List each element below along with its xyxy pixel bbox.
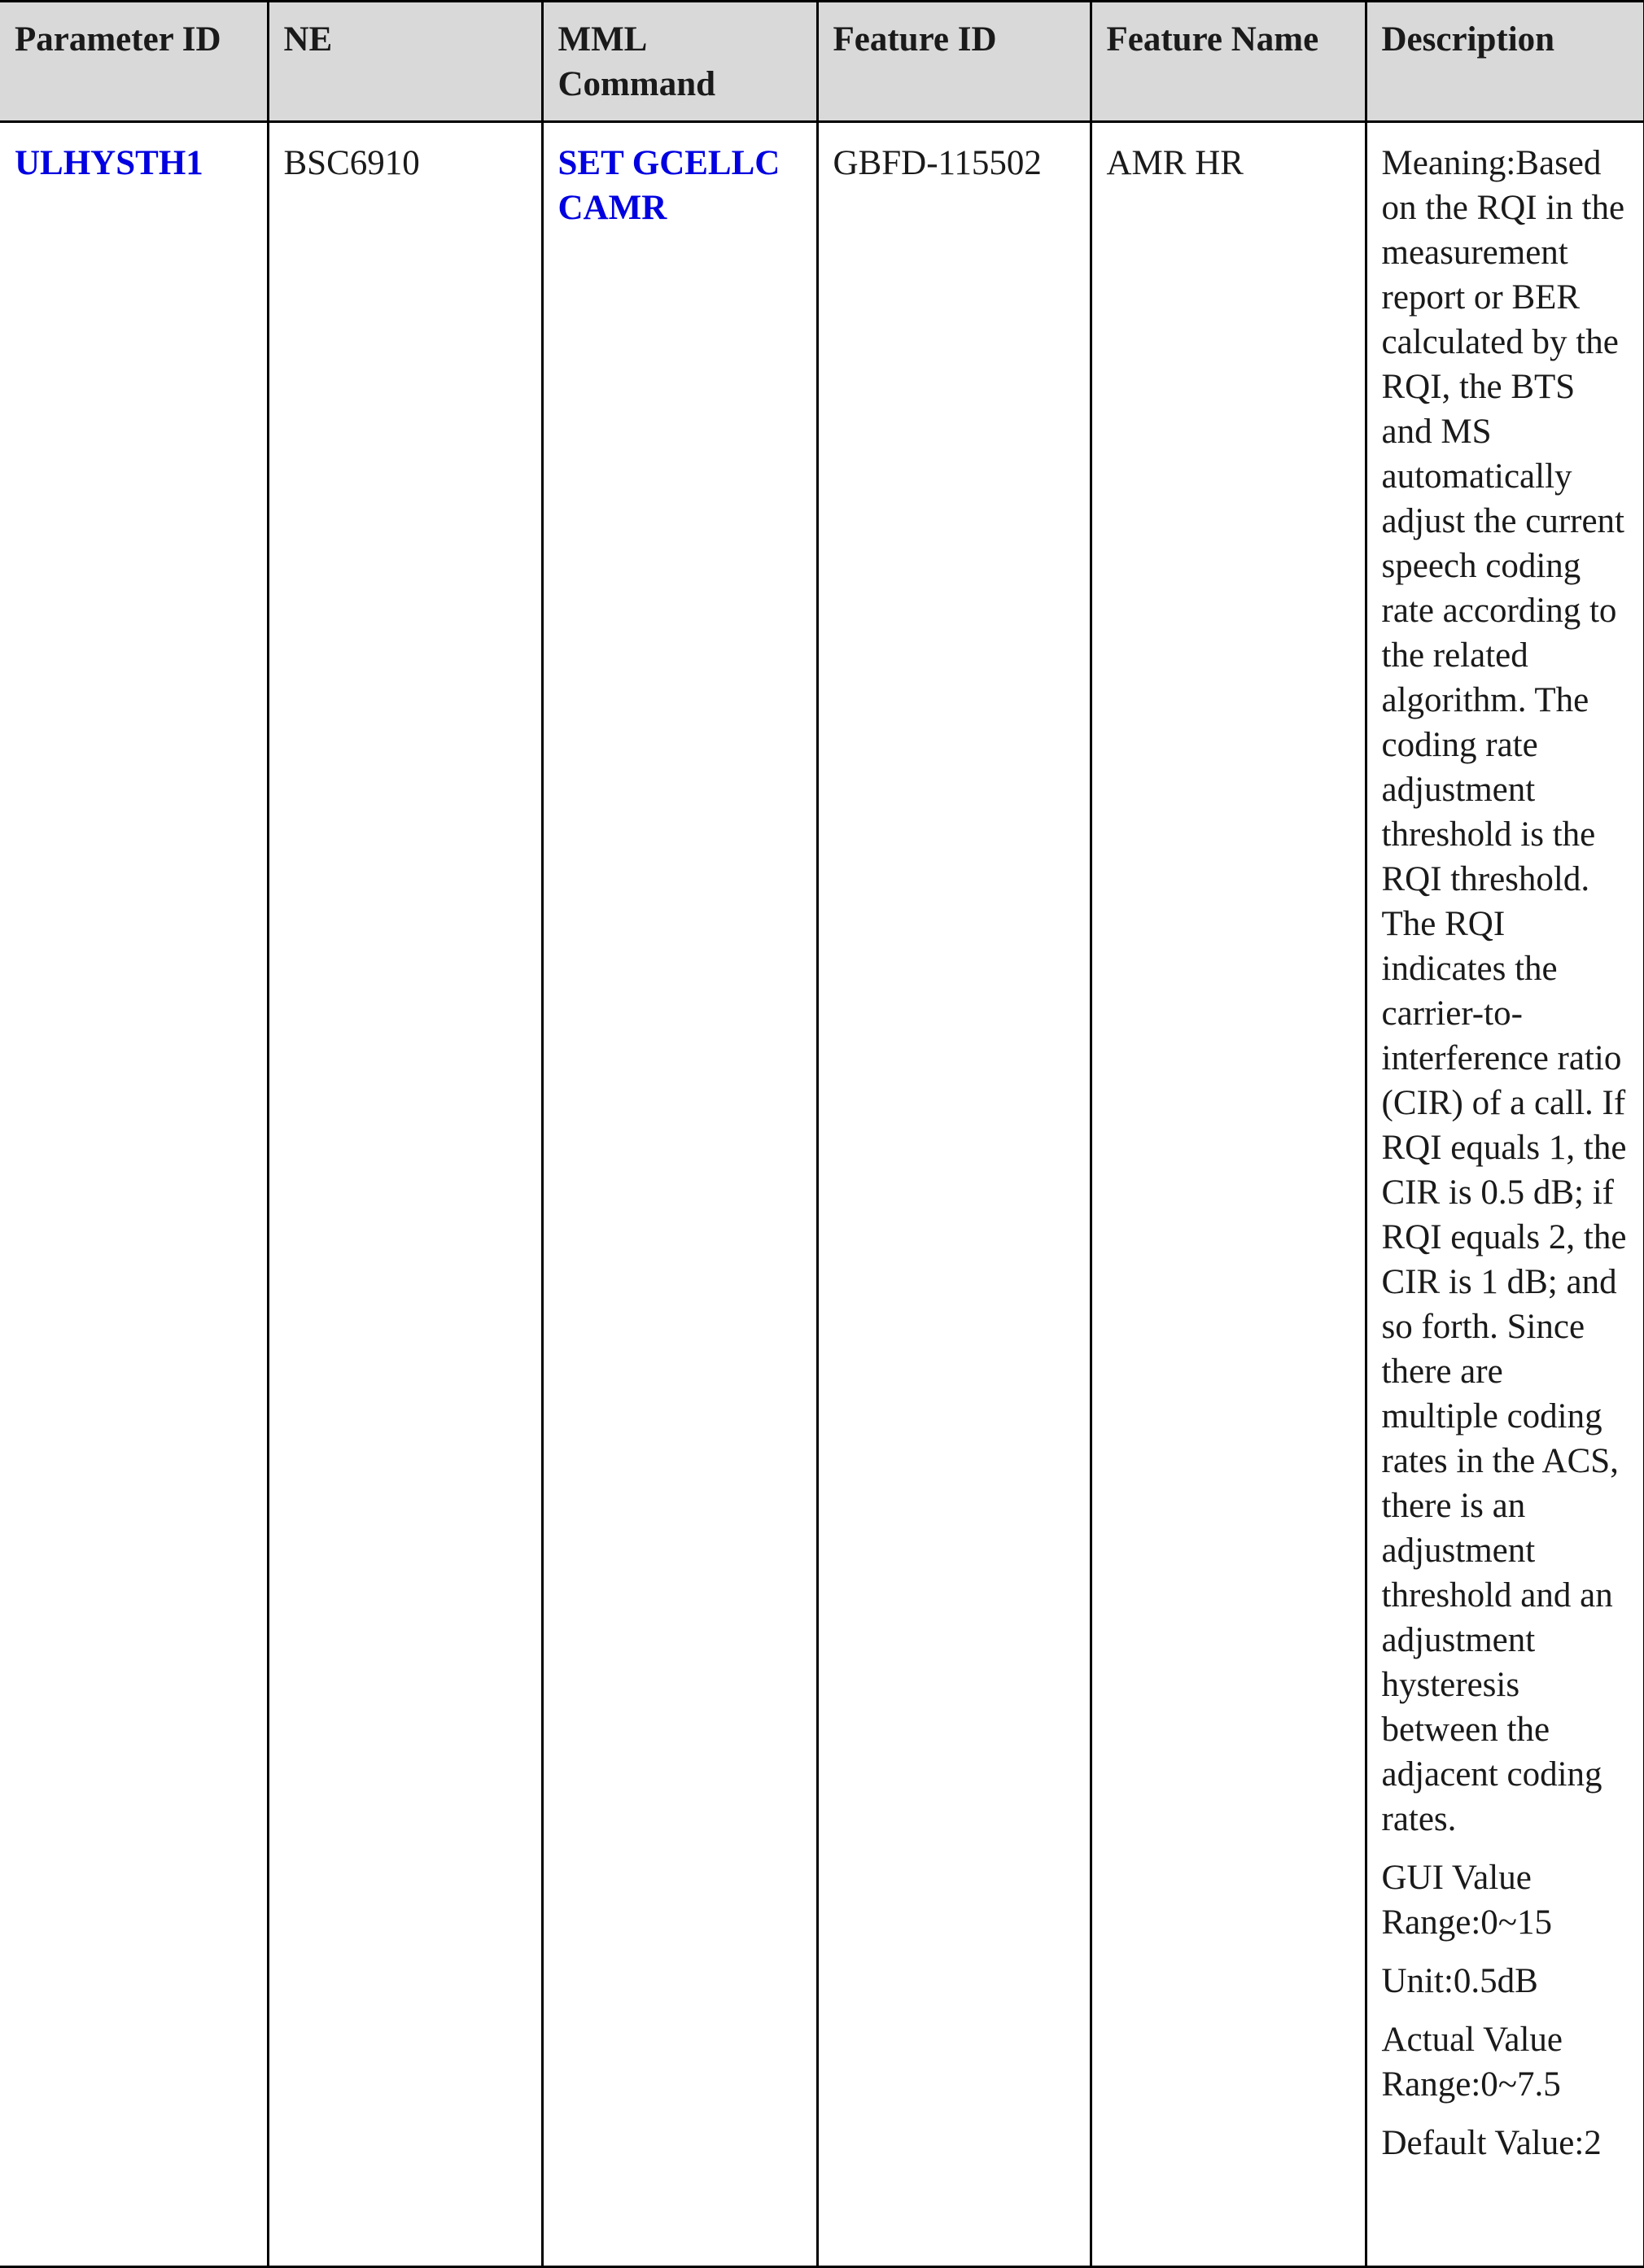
header-ne: NE bbox=[268, 2, 542, 122]
description-meaning: Meaning:Based on the RQI in the measurement report or BER calculated by the RQI, the BTS and MS automatically adjust the current speech coding rate according to the related algorithm. The coding rate adjustment threshold is the RQI threshold. The RQI indicates the carrier-to-interference ratio (CIR) of a call. If RQI equals 1, the CIR is 0.5 dB; if RQI equals 2, the CIR is 1 dB; and so forth. Since there are multiple coding rates in the ACS, there is an adjustment threshold and an adjustment hysteresis between the adjacent coding rates. bbox=[1381, 144, 1627, 1838]
header-parameter-id: Parameter ID bbox=[0, 2, 268, 122]
description-unit: Unit:0.5dB bbox=[1381, 1962, 1538, 2000]
cell-description bbox=[1366, 122, 1644, 2267]
header-feature-id: Feature ID bbox=[817, 2, 1091, 122]
cell-ne: BSC6910 bbox=[268, 122, 542, 2267]
parameter-id-link[interactable]: ULHYSTH1 bbox=[15, 144, 203, 182]
cell-feature-name: AMR HR bbox=[1091, 122, 1366, 2267]
header-description: Description bbox=[1366, 2, 1644, 122]
cell-feature-id: GBFD-115502 bbox=[817, 122, 1091, 2267]
description-actual-value-range: Actual Value Range:0~7.5 bbox=[1381, 2021, 1563, 2104]
description-default-value: Default Value:2 bbox=[1381, 2124, 1602, 2162]
cell-parameter-id bbox=[0, 122, 268, 2267]
cell-mml-command bbox=[542, 122, 817, 2267]
table-row bbox=[0, 122, 1644, 2267]
mml-command-link[interactable]: SET GCELLCCAMR bbox=[557, 144, 780, 227]
header-mml-command: MML Command bbox=[542, 2, 817, 122]
table-header-row bbox=[0, 2, 1644, 122]
description-gui-value-range: GUI Value Range:0~15 bbox=[1381, 1859, 1553, 1942]
header-feature-name: Feature Name bbox=[1091, 2, 1366, 122]
